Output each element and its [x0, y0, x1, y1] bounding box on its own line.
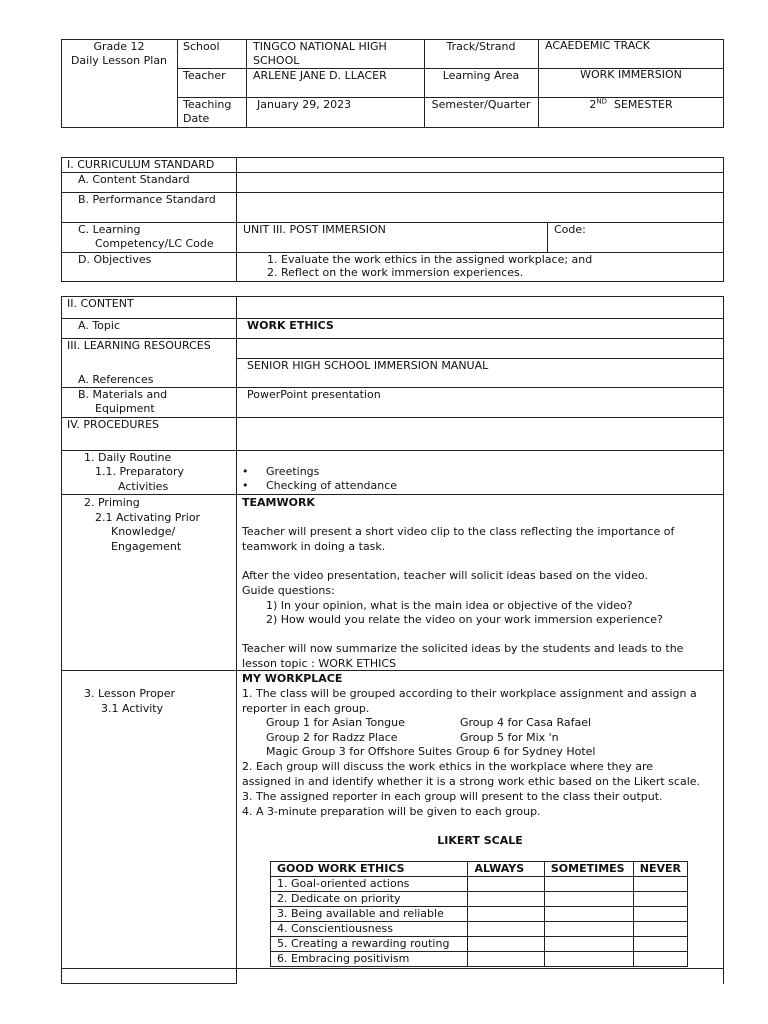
- lesson-text: 1. The class will be grouped according to their workplace assignment and assign a: [242, 687, 697, 700]
- header-divider: [246, 39, 247, 128]
- header-divider: [177, 39, 178, 128]
- curriculum-divider: [547, 222, 548, 252]
- likert-cell[interactable]: [633, 907, 687, 922]
- likert-cell[interactable]: [633, 952, 687, 967]
- topic-label: A. Topic: [78, 319, 120, 332]
- likert-cell[interactable]: [544, 952, 633, 967]
- semester-label: Semester/Quarter: [431, 98, 531, 111]
- school-value: TINGCO NATIONAL HIGH: [253, 40, 387, 53]
- content-standard-label: A. Content Standard: [78, 173, 190, 186]
- likert-item: 3. Being available and reliable: [271, 907, 468, 922]
- likert-item: 4. Conscientiousness: [271, 922, 468, 937]
- main-divider: [61, 494, 724, 495]
- objective-item: 1. Evaluate the work ethics in the assigned workplace; and: [267, 253, 593, 266]
- lesson-text: 2. Each group will discuss the work ethics in the workplace where they are: [242, 760, 654, 773]
- likert-header: GOOD WORK ETHICS: [271, 862, 468, 877]
- likert-row: [271, 892, 688, 907]
- likert-cell[interactable]: [544, 892, 633, 907]
- school-label: School: [183, 40, 220, 53]
- routine-item: • Checking of attendance: [242, 479, 398, 492]
- likert-cell[interactable]: [468, 877, 544, 892]
- lesson-text: assigned in and identify whether it is a strong work ethic based on the Likert scale.: [242, 775, 701, 788]
- likert-cell[interactable]: [633, 877, 687, 892]
- likert-row: [271, 952, 688, 967]
- objectives-label: D. Objectives: [78, 253, 152, 266]
- guide-question: 1) In your opinion, what is the main idea or objective of the video?: [266, 599, 633, 612]
- teaching-date-label: Teaching: [183, 98, 232, 111]
- learning-area-value: WORK IMMERSION: [580, 68, 682, 81]
- likert-cell[interactable]: [468, 907, 544, 922]
- likert-header: ALWAYS: [468, 862, 544, 877]
- curriculum-divider: [61, 222, 724, 223]
- resources-title: III. LEARNING RESOURCES: [67, 339, 211, 352]
- priming-text: Guide questions:: [242, 584, 335, 597]
- likert-cell[interactable]: [544, 937, 633, 952]
- priming-label: 2. Priming: [84, 496, 140, 509]
- teacher-label: Teacher: [183, 69, 226, 82]
- likert-cell[interactable]: [633, 922, 687, 937]
- likert-cell[interactable]: [468, 952, 544, 967]
- teacher-value: ARLENE JANE D. LLACER: [253, 69, 387, 82]
- priming-label: Knowledge/: [111, 525, 176, 538]
- content-title: II. CONTENT: [67, 297, 134, 310]
- code-label: Code:: [554, 223, 586, 236]
- competency-label: C. Learning: [78, 223, 141, 236]
- lesson-text: 3. The assigned reporter in each group will present to the class their output.: [242, 790, 663, 803]
- group-item: Group 6 for Sydney Hotel: [456, 745, 596, 758]
- priming-text: Teacher will present a short video clip to the class reflecting the importance of: [242, 525, 675, 538]
- group-item: Magic Group 3 for Offshore Suites: [266, 745, 452, 758]
- likert-item: 5. Creating a rewarding routing: [271, 937, 468, 952]
- objective-item: 2. Reflect on the work immersion experiences.: [267, 266, 524, 279]
- likert-cell[interactable]: [633, 892, 687, 907]
- priming-text: lesson topic : WORK ETHICS: [242, 657, 397, 670]
- likert-header: NEVER: [633, 862, 687, 877]
- main-divider: [236, 296, 237, 984]
- curriculum-divider: [236, 157, 237, 282]
- track-label: Track/Strand: [446, 40, 516, 53]
- likert-header: SOMETIMES: [544, 862, 633, 877]
- likert-item: 1. Goal-oriented actions: [271, 877, 468, 892]
- likert-cell[interactable]: [468, 892, 544, 907]
- priming-text: Teacher will now summarize the solicited ideas by the students and leads to the: [242, 642, 684, 655]
- school-value: SCHOOL: [253, 54, 300, 67]
- topic-value: WORK ETHICS: [247, 319, 334, 332]
- performance-standard-label: B. Performance Standard: [78, 193, 216, 206]
- likert-table: [270, 861, 688, 967]
- bullet-icon: •: [242, 465, 249, 478]
- main-divider: [61, 417, 724, 418]
- main-divider: [61, 318, 724, 319]
- lesson-label: 3.1 Activity: [101, 702, 164, 715]
- references-label: A. References: [78, 373, 154, 386]
- track-value: ACAEDEMIC TRACK: [545, 39, 650, 52]
- priming-text: After the video presentation, teacher will solicit ideas based on the video.: [242, 569, 648, 582]
- group-item: Group 2 for Radzz Place: [266, 731, 398, 744]
- likert-cell[interactable]: [633, 937, 687, 952]
- group-item: Group 1 for Asian Tongue: [266, 716, 405, 729]
- learning-area-label: Learning Area: [442, 69, 520, 82]
- likert-header-row: [271, 862, 688, 877]
- likert-cell[interactable]: [544, 877, 633, 892]
- priming-heading: TEAMWORK: [242, 496, 315, 509]
- references-value: SENIOR HIGH SCHOOL IMMERSION MANUAL: [247, 359, 489, 372]
- routine-label: 1. Daily Routine: [84, 451, 172, 464]
- group-item: Group 5 for Mix 'n: [460, 731, 559, 744]
- procedures-title: IV. PROCEDURES: [67, 418, 160, 431]
- lesson-text: 4. A 3-minute preparation will be given to each group.: [242, 805, 541, 818]
- likert-cell[interactable]: [544, 922, 633, 937]
- plan-label: Daily Lesson Plan: [70, 54, 168, 67]
- bullet-icon: •: [242, 479, 249, 492]
- priming-text: teamwork in doing a task.: [242, 540, 386, 553]
- semester-value: 2ND SEMESTER: [589, 97, 673, 111]
- routine-label: 1.1. Preparatory: [95, 465, 185, 478]
- main-divider: [61, 968, 724, 969]
- materials-label: Equipment: [95, 402, 155, 415]
- lesson-text: reporter in each group.: [242, 702, 370, 715]
- materials-value: PowerPoint presentation: [247, 388, 381, 401]
- likert-item: 6. Embracing positivism: [271, 952, 468, 967]
- grade-label: Grade 12: [93, 40, 145, 53]
- likert-row: [271, 907, 688, 922]
- routine-label: Activities: [118, 480, 169, 493]
- likert-cell[interactable]: [468, 937, 544, 952]
- lesson-heading: MY WORKPLACE: [242, 672, 343, 685]
- priming-label: Engagement: [111, 540, 182, 553]
- likert-item: 2. Dedicate on priority: [271, 892, 468, 907]
- likert-cell[interactable]: [468, 922, 544, 937]
- group-item: Group 4 for Casa Rafael: [460, 716, 592, 729]
- priming-label: 2.1 Activating Prior: [95, 511, 201, 524]
- competency-label: Competency/LC Code: [95, 237, 214, 250]
- routine-item: • Greetings: [242, 465, 320, 478]
- likert-row: [271, 922, 688, 937]
- curriculum-title: I. CURRICULUM STANDARD: [67, 158, 215, 171]
- likert-row: [271, 937, 688, 952]
- main-divider: [61, 983, 236, 984]
- unit-value: UNIT III. POST IMMERSION: [243, 223, 386, 236]
- likert-row: [271, 877, 688, 892]
- likert-title: LIKERT SCALE: [437, 834, 523, 847]
- lesson-label: 3. Lesson Proper: [84, 687, 176, 700]
- materials-label: B. Materials and: [78, 388, 168, 401]
- likert-cell[interactable]: [544, 907, 633, 922]
- teaching-date-label: Date: [183, 112, 210, 125]
- guide-question: 2) How would you relate the video on your work immersion experience?: [266, 613, 663, 626]
- header-divider: [538, 39, 539, 128]
- teaching-date-value: January 29, 2023: [257, 98, 352, 111]
